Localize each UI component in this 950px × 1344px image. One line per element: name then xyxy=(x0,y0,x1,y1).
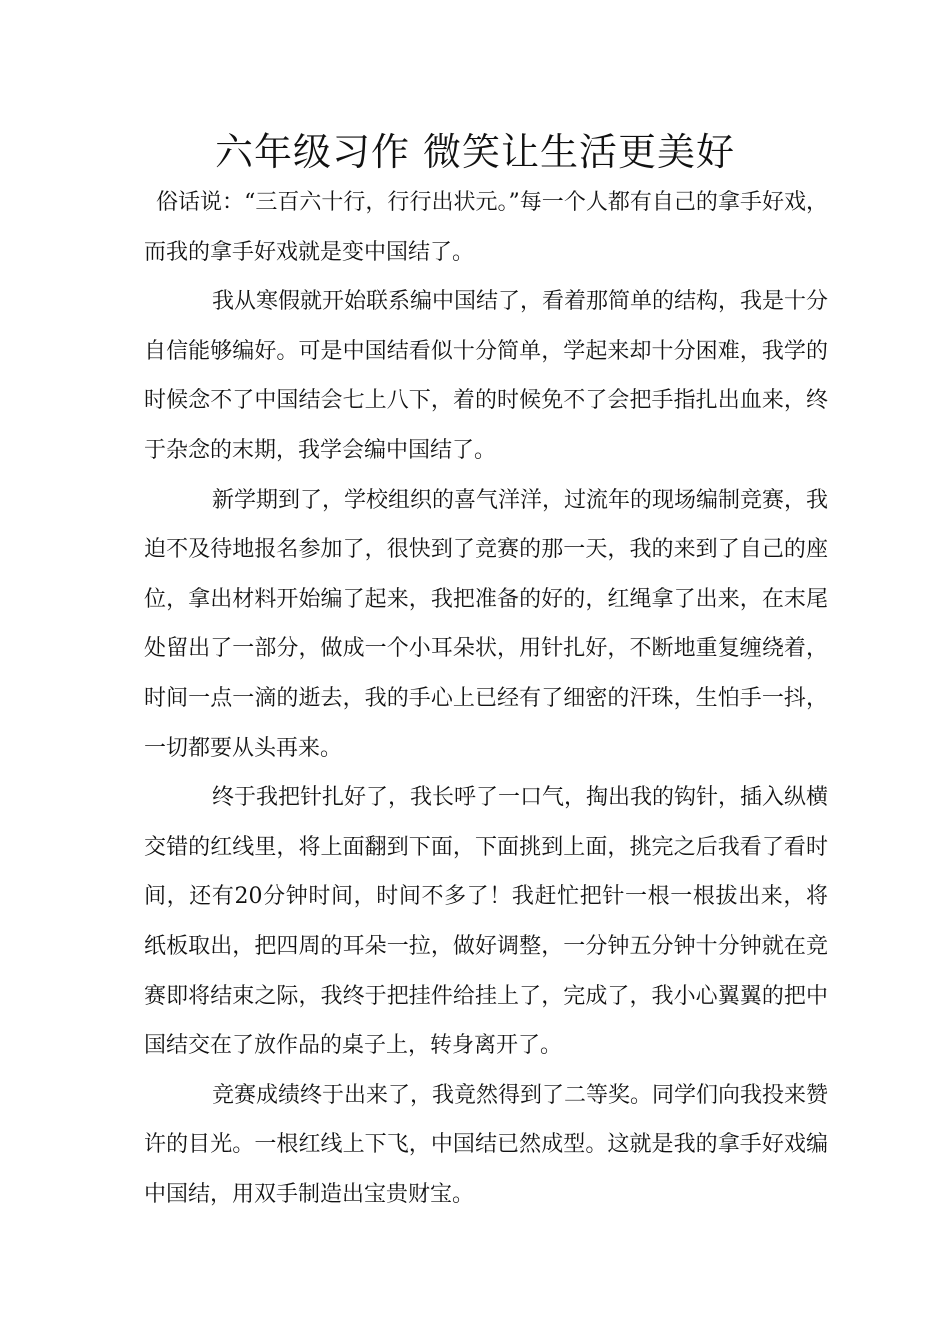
document-title: 六年级习作 微笑让生活更美好 xyxy=(214,130,736,174)
paragraph-3: 新学期到了，学校组织的喜气洋洋，过流年的现场编制竞赛，我迫不及待地报名参加了，很快到了竞赛的那一天，我的来到了自己的座位，拿出材料开始编了起来，我把准备的好的，红绳拿了出来，在末尾处留出了一部分，做成一个小耳朵状，用针扎好，不断地重复缠绕着，时间一点一滴的逝去，我的手心上已经有了细密的汗珠，生怕手一抖，一切都要从头再来。 xyxy=(144,487,829,761)
document-body xyxy=(144,178,828,1219)
paragraph-2: 我从寒假就开始联系编中国结了，看着那简单的结构，我是十分自信能够编好。可是中国结看似十分简单，学起来却十分困难，我学的时候念不了中国结会七上八下，着的时候免不了会把手指扎出血来，终于杂念的末期，我学会编中国结了。 xyxy=(144,289,829,463)
paragraph-5: 竞赛成绩终于出来了，我竟然得到了二等奖。同学们向我投来赞许的目光。一根红线上下飞，中国结已然成型。这就是我的拿手好戏编中国结，用双手制造出宝贵财宝。 xyxy=(144,1082,829,1207)
paragraph-4: 终于我把针扎好了，我长呼了一口气，掏出我的钩针，插入纵横交错的红线里，将上面翻到下面，下面挑到上面，挑完之后我看了看时间，还有20分钟时间，时间不多了！我赶忙把针一根一根拔出来，将纸板取出，把四周的耳朵一拉，做好调整，一分钟五分钟十分钟就在竞赛即将结束之际，我终于把挂件给挂上了，完成了，我小心翼翼的把中国结交在了放作品的桌子上，转身离开了。 xyxy=(144,785,829,1059)
paragraph-1: 俗话说：“三百六十行，行行出状元。”每一个人都有自己的拿手好戏，而我的拿手好戏就是变中国结了。 xyxy=(144,190,828,265)
